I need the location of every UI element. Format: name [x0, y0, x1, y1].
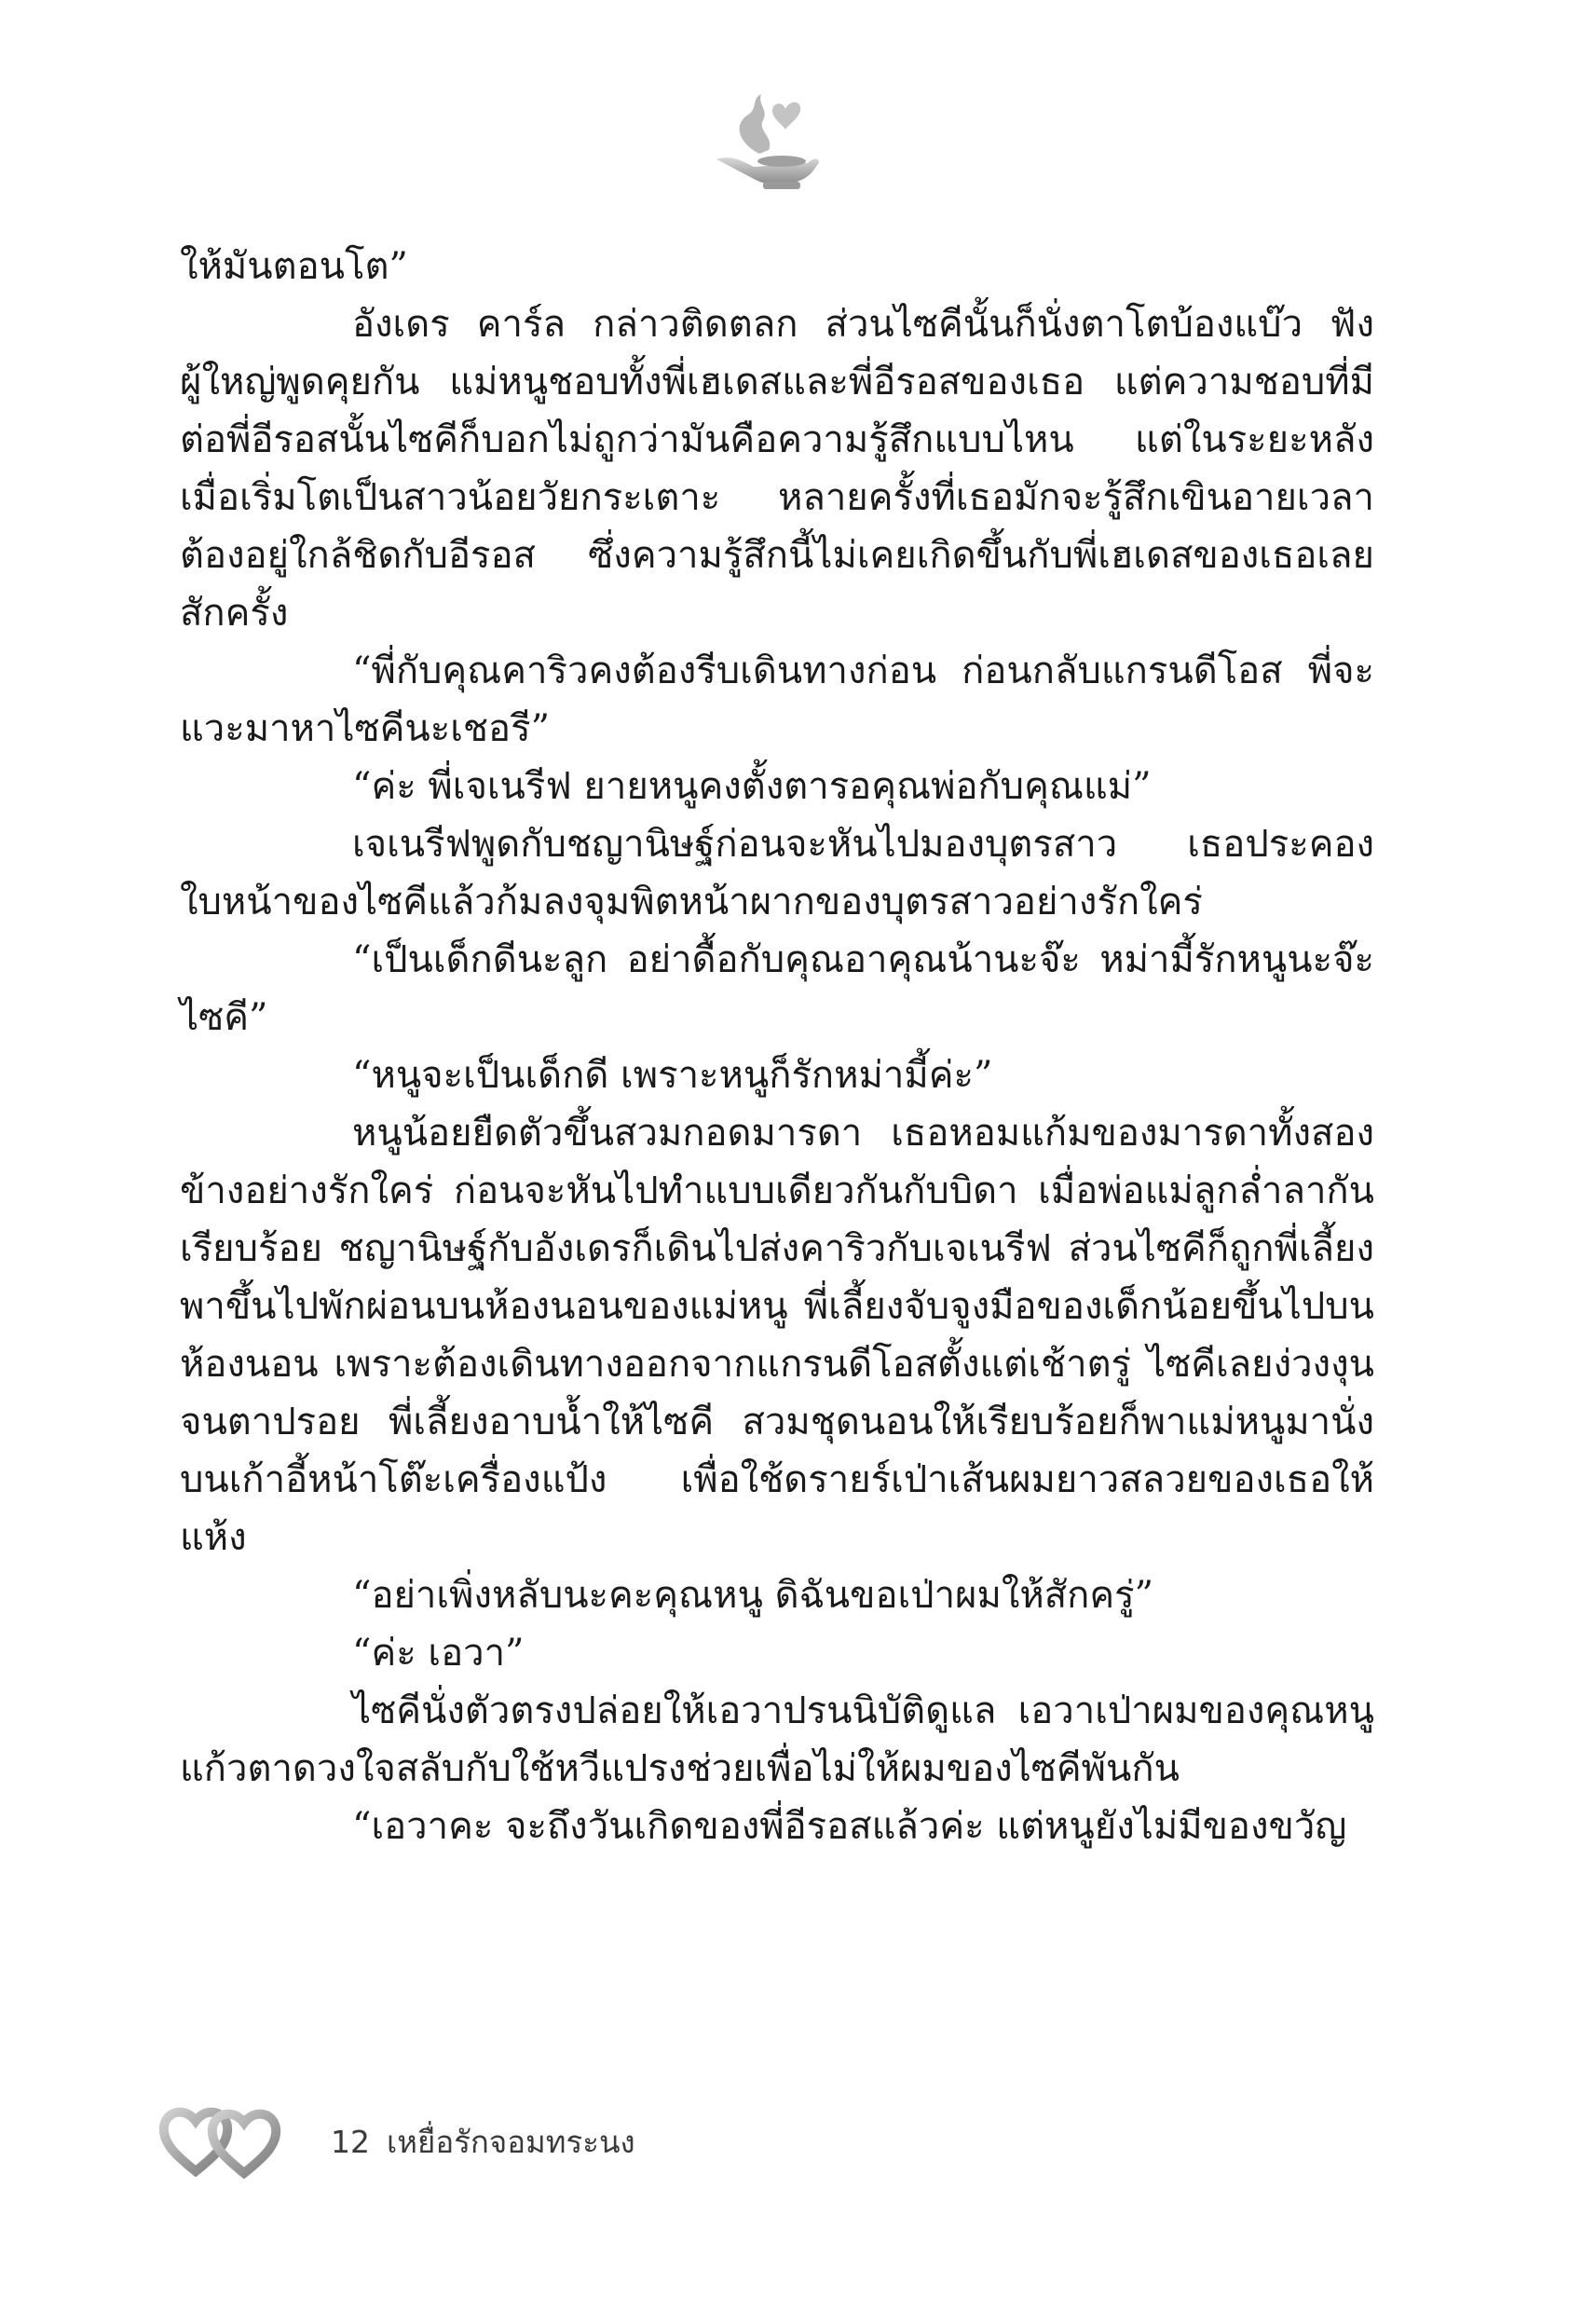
body-paragraph: ให้มันตอนโต” [180, 245, 408, 288]
page-footer [158, 2097, 997, 2181]
book-title: เหยื่อรักจอมทระนง [387, 2124, 635, 2160]
body-paragraph: “เป็นเด็กดีนะลูก อย่าดื้อกับคุณอาคุณน้านะจ๊ะ หม่ามี้รักหนูนะจ๊ะไซคี” [180, 938, 1374, 1039]
body-paragraph: “ค่ะ พี่เจเนรีฟ ยายหนูคงตั้งตารอคุณพ่อกับคุณแม่” [352, 765, 1152, 808]
body-paragraph: หนูน้อยยืดตัวขึ้นสวมกอดมารดา เธอหอมแก้มของมารดาทั้งสองข้างอย่างรักใคร่ ก่อนจะหันไปทำแบบเดียวกันกับบิดา เมื่อพ่อแม่ลูกล่ำลากันเรียบร้อย ชญานิษฐ์กับอังเดรก็เดินไปส่งคาริวกับเจเนรีฟ ส่วนไซคีก็ถูกพี่เลี้ยงพาขึ้นไปพักผ่อนบนห้องนอนของแม่หนู พี่เลี้ยงจับจูงมือของเด็กน้อยขึ้นไปบนห้องนอน เพราะต้องเดินทางออกจากแกรนดีโอสตั้งแต่เช้าตรู่ ไซคีเลยง่วงงุนจนตาปรอย พี่เลี้ยงอาบน้ำให้ไซคี สวมชุดนอนให้เรียบร้อยก็พาแม่หนูมานั่งบนเก้าอี้หน้าโต๊ะเครื่องแป้ง เพื่อใช้ดรายร์เป่าเส้นผมยาวสลวยของเธอให้แห้ง [180, 1112, 1374, 1559]
footer-caption [331, 2117, 635, 2167]
chapter-body-text [180, 238, 1374, 1855]
body-paragraph: “พี่กับคุณคาริวคงต้องรีบเดินทางก่อน ก่อนกลับแกรนดีโอส พี่จะแวะมาหาไซคีนะเชอรี” [180, 650, 1374, 750]
body-paragraph: “ค่ะ เอวา” [352, 1632, 525, 1675]
page-number: 12 [331, 2124, 370, 2160]
body-paragraph: เจเนรีฟพูดกับชญานิษฐ์ก่อนจะหันไปมองบุตรสาว เธอประคองใบหน้าของไซคีแล้วก้มลงจุมพิตหน้าผากของบุตรสาวอย่างรักใคร่ [180, 823, 1374, 923]
body-paragraph: “เอวาคะ จะถึงวันเกิดของพี่อีรอสแล้วค่ะ แต่หนูยังไม่มีของขวัญ [352, 1805, 1347, 1848]
body-paragraph: ไซคีนั่งตัวตรงปล่อยให้เอวาปรนนิบัติดูแล เอวาเป่าผมของคุณหนูแก้วตาดวงใจสลับกับใช้หวีแปรงช่วยเพื่อไม่ให้ผมของไซคีพันกัน [180, 1689, 1374, 1790]
body-paragraph: อังเดร คาร์ล กล่าวติดตลก ส่วนไซคีนั้นก็นั่งตาโตบ้องแบ๊ว ฟังผู้ใหญ่พูดคุยกัน แม่หนูชอบทั้งพี่เฮเดสและพี่อีรอสของเธอ แต่ความชอบที่มีต่อพี่อีรอสนั้นไซคีก็บอกไม่ถูกว่ามันคือความรู้สึกแบบไหน แต่ในระยะหลังเมื่อเริ่มโตเป็นสาวน้อยวัยกระเตาะ หลายครั้งที่เธอมักจะรู้สึกเขินอายเวลาต้องอยู่ใกล้ชิดกับอีรอส ซึ่งความรู้สึกนี้ไม่เคยเกิดขึ้นกับพี่เฮเดสของเธอเลยสักครั้ง [180, 303, 1374, 635]
genie-lamp-icon [703, 89, 825, 196]
double-heart-icon [158, 2097, 289, 2181]
body-paragraph: “หนูจะเป็นเด็กดี เพราะหนูก็รักหม่ามี้ค่ะ” [352, 1054, 993, 1097]
body-paragraph: “อย่าเพิ่งหลับนะคะคุณหนู ดิฉันขอเป่าผมให้สักครู่” [352, 1574, 1154, 1617]
